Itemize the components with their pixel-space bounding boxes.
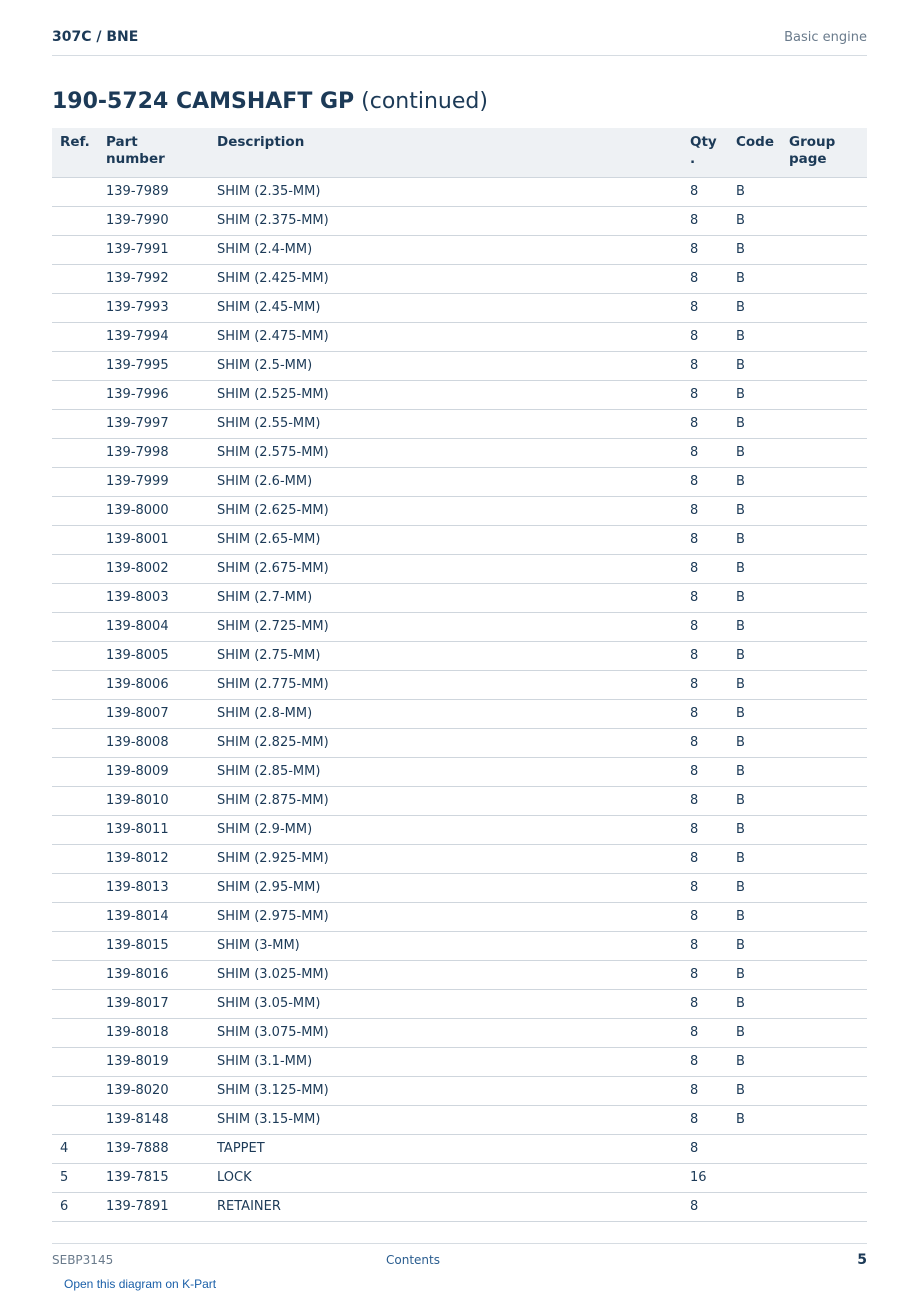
cell-part-number: 139-8005 bbox=[98, 642, 209, 671]
cell-ref bbox=[52, 961, 98, 990]
cell-ref bbox=[52, 178, 98, 207]
cell-code: B bbox=[728, 932, 781, 961]
cell-part-number: 139-8007 bbox=[98, 700, 209, 729]
table-row bbox=[52, 555, 867, 584]
cell-qty: 8 bbox=[682, 526, 728, 555]
cell-ref bbox=[52, 1019, 98, 1048]
cell-code: B bbox=[728, 526, 781, 555]
table-row bbox=[52, 729, 867, 758]
cell-code: B bbox=[728, 294, 781, 323]
cell-code: B bbox=[728, 1077, 781, 1106]
cell-ref bbox=[52, 787, 98, 816]
cell-ref bbox=[52, 294, 98, 323]
cell-part-number: 139-8019 bbox=[98, 1048, 209, 1077]
cell-group-page bbox=[781, 294, 867, 323]
cell-description: TAPPET bbox=[209, 1135, 682, 1164]
cell-part-number: 139-7997 bbox=[98, 410, 209, 439]
table-row bbox=[52, 294, 867, 323]
cell-qty: 8 bbox=[682, 1135, 728, 1164]
cell-qty: 8 bbox=[682, 1019, 728, 1048]
cell-code: B bbox=[728, 265, 781, 294]
cell-group-page bbox=[781, 1164, 867, 1193]
cell-description: SHIM (2.575-MM) bbox=[209, 439, 682, 468]
cell-group-page bbox=[781, 874, 867, 903]
table-row bbox=[52, 874, 867, 903]
cell-qty: 8 bbox=[682, 1077, 728, 1106]
cell-group-page bbox=[781, 323, 867, 352]
cell-ref bbox=[52, 439, 98, 468]
cell-qty: 8 bbox=[682, 787, 728, 816]
cell-ref bbox=[52, 1048, 98, 1077]
cell-group-page bbox=[781, 265, 867, 294]
table-row bbox=[52, 236, 867, 265]
cell-ref bbox=[52, 410, 98, 439]
cell-part-number: 139-8016 bbox=[98, 961, 209, 990]
cell-qty: 8 bbox=[682, 642, 728, 671]
col-header-description: Description bbox=[209, 128, 682, 178]
cell-group-page bbox=[781, 700, 867, 729]
table-row bbox=[52, 584, 867, 613]
table-row bbox=[52, 1077, 867, 1106]
kpart-diagram-link[interactable]: Open this diagram on K-Part bbox=[64, 1277, 217, 1291]
cell-group-page bbox=[781, 178, 867, 207]
cell-description: SHIM (3.1-MM) bbox=[209, 1048, 682, 1077]
cell-description: SHIM (2.4-MM) bbox=[209, 236, 682, 265]
cell-qty: 8 bbox=[682, 1106, 728, 1135]
cell-group-page bbox=[781, 729, 867, 758]
cell-code: B bbox=[728, 903, 781, 932]
cell-ref bbox=[52, 729, 98, 758]
cell-part-number: 139-8020 bbox=[98, 1077, 209, 1106]
table-row bbox=[52, 265, 867, 294]
cell-ref bbox=[52, 323, 98, 352]
cell-description: SHIM (2.5-MM) bbox=[209, 352, 682, 381]
cell-group-page bbox=[781, 1077, 867, 1106]
cell-code: B bbox=[728, 178, 781, 207]
cell-code: B bbox=[728, 381, 781, 410]
title-suffix: (continued) bbox=[361, 89, 488, 114]
cell-qty: 8 bbox=[682, 961, 728, 990]
cell-code: B bbox=[728, 613, 781, 642]
cell-code: B bbox=[728, 410, 781, 439]
cell-ref bbox=[52, 903, 98, 932]
cell-part-number: 139-8015 bbox=[98, 932, 209, 961]
cell-ref bbox=[52, 207, 98, 236]
cell-qty: 8 bbox=[682, 584, 728, 613]
cell-qty: 8 bbox=[682, 903, 728, 932]
cell-ref bbox=[52, 700, 98, 729]
cell-code: B bbox=[728, 323, 781, 352]
cell-description: SHIM (3.125-MM) bbox=[209, 1077, 682, 1106]
table-header-row bbox=[52, 128, 867, 178]
cell-qty: 8 bbox=[682, 700, 728, 729]
cell-qty: 8 bbox=[682, 497, 728, 526]
cell-code: B bbox=[728, 787, 781, 816]
cell-ref: 4 bbox=[52, 1135, 98, 1164]
cell-code: B bbox=[728, 700, 781, 729]
cell-description: SHIM (3.025-MM) bbox=[209, 961, 682, 990]
cell-part-number: 139-7993 bbox=[98, 294, 209, 323]
cell-part-number: 139-7989 bbox=[98, 178, 209, 207]
cell-code: B bbox=[728, 236, 781, 265]
cell-qty: 8 bbox=[682, 990, 728, 1019]
cell-qty: 8 bbox=[682, 555, 728, 584]
cell-qty: 8 bbox=[682, 932, 728, 961]
cell-group-page bbox=[781, 1048, 867, 1077]
cell-part-number: 139-7995 bbox=[98, 352, 209, 381]
cell-code: B bbox=[728, 671, 781, 700]
table-row bbox=[52, 381, 867, 410]
table-row bbox=[52, 1193, 867, 1222]
cell-qty: 8 bbox=[682, 178, 728, 207]
cell-description: SHIM (2.825-MM) bbox=[209, 729, 682, 758]
cell-qty: 8 bbox=[682, 352, 728, 381]
cell-description: SHIM (3.05-MM) bbox=[209, 990, 682, 1019]
table-row bbox=[52, 1019, 867, 1048]
cell-group-page bbox=[781, 410, 867, 439]
cell-qty: 8 bbox=[682, 439, 728, 468]
cell-group-page bbox=[781, 352, 867, 381]
cell-code: B bbox=[728, 1106, 781, 1135]
cell-code: B bbox=[728, 439, 781, 468]
cell-qty: 8 bbox=[682, 758, 728, 787]
cell-description: SHIM (2.875-MM) bbox=[209, 787, 682, 816]
table-row bbox=[52, 468, 867, 497]
table-row bbox=[52, 1164, 867, 1193]
cell-description: RETAINER bbox=[209, 1193, 682, 1222]
cell-ref bbox=[52, 671, 98, 700]
document-id: SEBP3145 bbox=[52, 1253, 114, 1267]
cell-ref bbox=[52, 613, 98, 642]
cell-part-number: 139-8017 bbox=[98, 990, 209, 1019]
table-row bbox=[52, 671, 867, 700]
parts-table bbox=[52, 128, 867, 1222]
cell-part-number: 139-8011 bbox=[98, 816, 209, 845]
cell-qty: 8 bbox=[682, 729, 728, 758]
cell-part-number: 139-8012 bbox=[98, 845, 209, 874]
cell-part-number: 139-8003 bbox=[98, 584, 209, 613]
cell-part-number: 139-8004 bbox=[98, 613, 209, 642]
cell-description: SHIM (2.975-MM) bbox=[209, 903, 682, 932]
cell-description: SHIM (2.55-MM) bbox=[209, 410, 682, 439]
cell-part-number: 139-8018 bbox=[98, 1019, 209, 1048]
cell-group-page bbox=[781, 526, 867, 555]
cell-qty: 8 bbox=[682, 816, 728, 845]
cell-ref bbox=[52, 1106, 98, 1135]
cell-ref bbox=[52, 642, 98, 671]
table-row bbox=[52, 178, 867, 207]
table-row bbox=[52, 816, 867, 845]
cell-part-number: 139-7994 bbox=[98, 323, 209, 352]
cell-part-number: 139-8010 bbox=[98, 787, 209, 816]
cell-description: SHIM (2.7-MM) bbox=[209, 584, 682, 613]
cell-part-number: 139-7815 bbox=[98, 1164, 209, 1193]
page-header bbox=[52, 0, 867, 56]
cell-description: SHIM (3.15-MM) bbox=[209, 1106, 682, 1135]
cell-ref bbox=[52, 816, 98, 845]
cell-ref bbox=[52, 352, 98, 381]
cell-part-number: 139-7891 bbox=[98, 1193, 209, 1222]
cell-code bbox=[728, 1193, 781, 1222]
table-row bbox=[52, 787, 867, 816]
table-row bbox=[52, 352, 867, 381]
cell-qty: 8 bbox=[682, 207, 728, 236]
cell-ref bbox=[52, 990, 98, 1019]
cell-group-page bbox=[781, 932, 867, 961]
table-row bbox=[52, 1048, 867, 1077]
cell-group-page bbox=[781, 468, 867, 497]
cell-code: B bbox=[728, 990, 781, 1019]
cell-ref bbox=[52, 1077, 98, 1106]
cell-ref: 6 bbox=[52, 1193, 98, 1222]
table-row bbox=[52, 990, 867, 1019]
cell-group-page bbox=[781, 961, 867, 990]
cell-qty: 8 bbox=[682, 671, 728, 700]
cell-group-page bbox=[781, 1135, 867, 1164]
cell-ref bbox=[52, 758, 98, 787]
cell-group-page bbox=[781, 207, 867, 236]
cell-description: SHIM (2.35-MM) bbox=[209, 178, 682, 207]
cell-ref bbox=[52, 555, 98, 584]
cell-group-page bbox=[781, 439, 867, 468]
table-row bbox=[52, 932, 867, 961]
cell-description: SHIM (3-MM) bbox=[209, 932, 682, 961]
cell-part-number: 139-8001 bbox=[98, 526, 209, 555]
table-row bbox=[52, 903, 867, 932]
cell-qty: 8 bbox=[682, 294, 728, 323]
cell-description: LOCK bbox=[209, 1164, 682, 1193]
cell-part-number: 139-8014 bbox=[98, 903, 209, 932]
cell-ref bbox=[52, 468, 98, 497]
cell-ref bbox=[52, 381, 98, 410]
cell-qty: 8 bbox=[682, 845, 728, 874]
cell-qty: 8 bbox=[682, 874, 728, 903]
cell-description: SHIM (2.925-MM) bbox=[209, 845, 682, 874]
cell-group-page bbox=[781, 845, 867, 874]
cell-qty: 8 bbox=[682, 323, 728, 352]
table-row bbox=[52, 613, 867, 642]
table-row bbox=[52, 961, 867, 990]
cell-part-number: 139-7991 bbox=[98, 236, 209, 265]
cell-description: SHIM (2.775-MM) bbox=[209, 671, 682, 700]
cell-description: SHIM (2.9-MM) bbox=[209, 816, 682, 845]
table-row bbox=[52, 700, 867, 729]
cell-code: B bbox=[728, 352, 781, 381]
cell-part-number: 139-8000 bbox=[98, 497, 209, 526]
cell-group-page bbox=[781, 671, 867, 700]
table-row bbox=[52, 323, 867, 352]
cell-description: SHIM (2.8-MM) bbox=[209, 700, 682, 729]
cell-part-number: 139-8008 bbox=[98, 729, 209, 758]
page-title bbox=[52, 89, 488, 114]
table-row bbox=[52, 497, 867, 526]
footer-divider bbox=[52, 1243, 867, 1244]
cell-group-page bbox=[781, 497, 867, 526]
col-header-qty: Qty . bbox=[682, 128, 728, 178]
cell-part-number: 139-8148 bbox=[98, 1106, 209, 1135]
cell-description: SHIM (2.45-MM) bbox=[209, 294, 682, 323]
cell-ref: 5 bbox=[52, 1164, 98, 1193]
cell-ref bbox=[52, 845, 98, 874]
cell-description: SHIM (2.85-MM) bbox=[209, 758, 682, 787]
group-title: 190-5724 CAMSHAFT GP bbox=[52, 89, 355, 114]
cell-code: B bbox=[728, 555, 781, 584]
table-row bbox=[52, 410, 867, 439]
cell-ref bbox=[52, 526, 98, 555]
cell-code bbox=[728, 1164, 781, 1193]
col-header-group-page: Group page bbox=[781, 128, 867, 178]
cell-qty: 8 bbox=[682, 236, 728, 265]
cell-code: B bbox=[728, 729, 781, 758]
cell-part-number: 139-7998 bbox=[98, 439, 209, 468]
cell-group-page bbox=[781, 816, 867, 845]
cell-code: B bbox=[728, 642, 781, 671]
cell-description: SHIM (2.75-MM) bbox=[209, 642, 682, 671]
cell-group-page bbox=[781, 787, 867, 816]
cell-group-page bbox=[781, 1106, 867, 1135]
page-number: 5 bbox=[857, 1252, 867, 1268]
cell-description: SHIM (2.625-MM) bbox=[209, 497, 682, 526]
cell-qty: 16 bbox=[682, 1164, 728, 1193]
cell-group-page bbox=[781, 642, 867, 671]
table-row bbox=[52, 526, 867, 555]
cell-description: SHIM (2.525-MM) bbox=[209, 381, 682, 410]
section-name: Basic engine bbox=[784, 30, 867, 45]
cell-qty: 8 bbox=[682, 410, 728, 439]
cell-part-number: 139-8013 bbox=[98, 874, 209, 903]
cell-code: B bbox=[728, 1048, 781, 1077]
table-row bbox=[52, 439, 867, 468]
col-header-ref: Ref. bbox=[52, 128, 98, 178]
cell-group-page bbox=[781, 236, 867, 265]
cell-code: B bbox=[728, 758, 781, 787]
table-row bbox=[52, 845, 867, 874]
table-row bbox=[52, 642, 867, 671]
cell-code: B bbox=[728, 874, 781, 903]
cell-ref bbox=[52, 497, 98, 526]
col-header-part-number: Part number bbox=[98, 128, 209, 178]
cell-code: B bbox=[728, 468, 781, 497]
breadcrumb: 307C / BNE bbox=[52, 29, 139, 45]
cell-description: SHIM (2.475-MM) bbox=[209, 323, 682, 352]
cell-group-page bbox=[781, 903, 867, 932]
cell-code: B bbox=[728, 816, 781, 845]
cell-ref bbox=[52, 265, 98, 294]
cell-qty: 8 bbox=[682, 613, 728, 642]
cell-description: SHIM (2.95-MM) bbox=[209, 874, 682, 903]
cell-qty: 8 bbox=[682, 265, 728, 294]
cell-description: SHIM (2.725-MM) bbox=[209, 613, 682, 642]
cell-group-page bbox=[781, 381, 867, 410]
cell-code: B bbox=[728, 584, 781, 613]
cell-ref bbox=[52, 874, 98, 903]
cell-part-number: 139-7992 bbox=[98, 265, 209, 294]
cell-ref bbox=[52, 932, 98, 961]
cell-qty: 8 bbox=[682, 468, 728, 497]
cell-group-page bbox=[781, 1193, 867, 1222]
cell-description: SHIM (2.425-MM) bbox=[209, 265, 682, 294]
table-row bbox=[52, 207, 867, 236]
cell-part-number: 139-8002 bbox=[98, 555, 209, 584]
cell-qty: 8 bbox=[682, 381, 728, 410]
cell-description: SHIM (2.65-MM) bbox=[209, 526, 682, 555]
cell-group-page bbox=[781, 555, 867, 584]
table-row bbox=[52, 758, 867, 787]
cell-qty: 8 bbox=[682, 1193, 728, 1222]
cell-part-number: 139-7999 bbox=[98, 468, 209, 497]
cell-part-number: 139-8009 bbox=[98, 758, 209, 787]
contents-link[interactable]: Contents bbox=[386, 1253, 440, 1267]
table-row bbox=[52, 1106, 867, 1135]
cell-part-number: 139-8006 bbox=[98, 671, 209, 700]
cell-description: SHIM (2.6-MM) bbox=[209, 468, 682, 497]
cell-code: B bbox=[728, 845, 781, 874]
cell-description: SHIM (2.375-MM) bbox=[209, 207, 682, 236]
table-body bbox=[52, 178, 867, 1222]
table-row bbox=[52, 1135, 867, 1164]
cell-code bbox=[728, 1135, 781, 1164]
cell-group-page bbox=[781, 1019, 867, 1048]
cell-code: B bbox=[728, 1019, 781, 1048]
cell-description: SHIM (3.075-MM) bbox=[209, 1019, 682, 1048]
cell-part-number: 139-7888 bbox=[98, 1135, 209, 1164]
cell-qty: 8 bbox=[682, 1048, 728, 1077]
page bbox=[52, 0, 867, 1268]
cell-group-page bbox=[781, 613, 867, 642]
cell-code: B bbox=[728, 961, 781, 990]
col-header-code: Code bbox=[728, 128, 781, 178]
cell-code: B bbox=[728, 207, 781, 236]
cell-group-page bbox=[781, 584, 867, 613]
cell-code: B bbox=[728, 497, 781, 526]
cell-group-page bbox=[781, 990, 867, 1019]
cell-ref bbox=[52, 584, 98, 613]
cell-part-number: 139-7990 bbox=[98, 207, 209, 236]
cell-ref bbox=[52, 236, 98, 265]
cell-group-page bbox=[781, 758, 867, 787]
cell-part-number: 139-7996 bbox=[98, 381, 209, 410]
cell-description: SHIM (2.675-MM) bbox=[209, 555, 682, 584]
